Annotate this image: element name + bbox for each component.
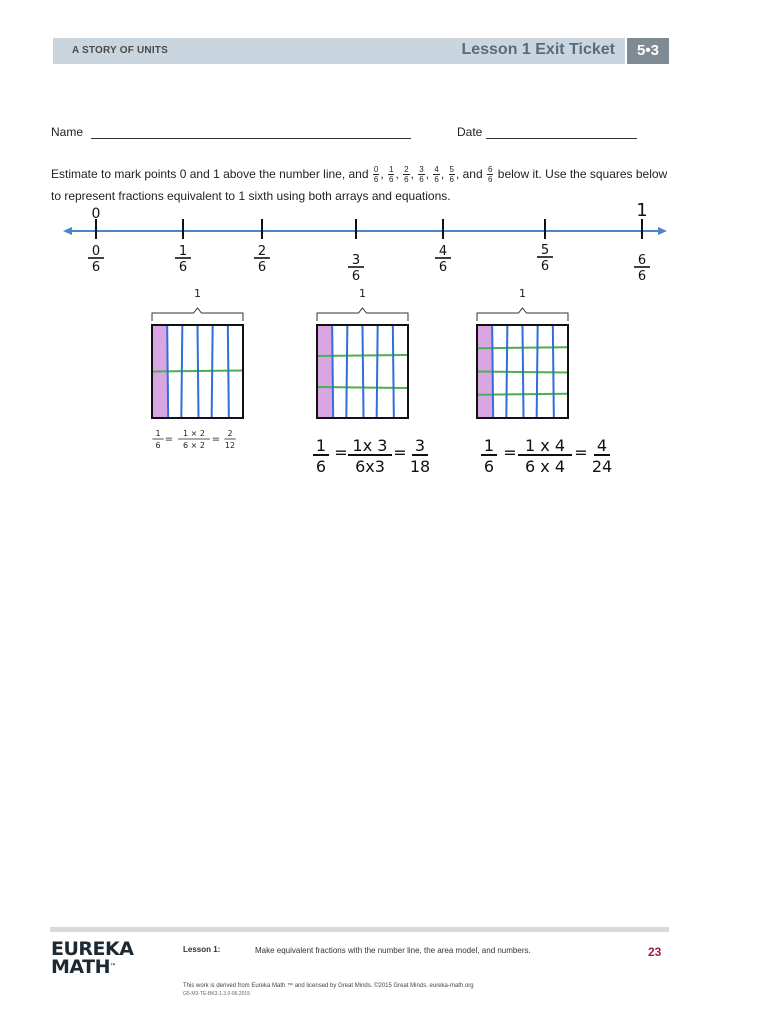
equals-sign: = bbox=[334, 443, 348, 462]
below-label-numerator: 5 bbox=[540, 243, 550, 258]
left-arrow-icon bbox=[63, 227, 72, 235]
below-label-numerator: 0 bbox=[91, 244, 101, 259]
name-field[interactable] bbox=[91, 138, 411, 139]
row-partition-line bbox=[318, 387, 407, 388]
shaded-sixth bbox=[152, 325, 167, 418]
instructions-part2: below it. Use the squares below to represent fractions equivalent to 1 sixth using both arrays and equations. bbox=[51, 167, 668, 203]
series-title: A STORY OF UNITS bbox=[72, 45, 168, 56]
column-partition-line bbox=[506, 326, 507, 417]
and-word: and bbox=[462, 167, 483, 181]
brace bbox=[317, 308, 408, 321]
column-partition-line bbox=[181, 326, 182, 417]
logo-line2: MATH bbox=[51, 956, 110, 978]
below-label-numerator: 2 bbox=[257, 244, 267, 259]
below-label-denominator: 6 bbox=[91, 260, 101, 275]
equation-numerator: 3 bbox=[414, 436, 426, 455]
equation-denominator: 6 x 4 bbox=[525, 457, 565, 476]
below-label-denominator: 6 bbox=[178, 260, 188, 275]
logo-line1: EUREKA bbox=[51, 938, 134, 960]
shaded-sixth bbox=[477, 325, 492, 418]
equation-numerator: 1x 3 bbox=[352, 436, 388, 455]
shaded-sixth bbox=[317, 325, 332, 418]
below-label-denominator: 6 bbox=[438, 260, 448, 275]
row-partition-line bbox=[478, 394, 567, 395]
grade-module-badge: 5•3 bbox=[627, 38, 669, 64]
equals-sign: = bbox=[574, 443, 588, 462]
footer-lesson-label: Lesson 1: bbox=[183, 945, 221, 954]
column-partition-line bbox=[228, 326, 229, 417]
equation-denominator: 6x3 bbox=[355, 457, 385, 476]
fraction-5-6: $\frac{5}{6}$ bbox=[449, 165, 454, 185]
fraction-6-6: $\frac{6}{6}$ bbox=[488, 165, 493, 185]
equation-denominator: 6 bbox=[315, 457, 327, 476]
brace-label: 1 bbox=[359, 287, 366, 300]
below-label-numerator: 1 bbox=[178, 244, 188, 259]
row-partition-line bbox=[478, 347, 567, 348]
column-partition-line bbox=[167, 326, 168, 417]
footer-code: G5-M3-TE-BK3-1.3.0-06.2015 bbox=[183, 991, 250, 997]
date-field[interactable] bbox=[486, 138, 637, 139]
equals-sign: = bbox=[164, 434, 174, 445]
area-model-square bbox=[152, 325, 243, 418]
row-partition-line bbox=[318, 355, 407, 356]
footer-description: Make equivalent fractions with the number line, the area model, and numbers. bbox=[255, 946, 531, 955]
brace bbox=[477, 308, 568, 321]
equation-numerator: 2 bbox=[227, 429, 233, 438]
equation-numerator: 1 bbox=[483, 436, 495, 455]
brace-label: 1 bbox=[194, 287, 201, 300]
eureka-math-logo bbox=[51, 940, 133, 976]
column-partition-line bbox=[553, 326, 554, 417]
right-arrow-icon bbox=[658, 227, 667, 235]
footer-credit: This work is derived from Eureka Math ™ and licensed by Great Minds. ©2015 Great Minds. eureka-math.org bbox=[183, 983, 474, 989]
equals-sign: = bbox=[503, 443, 517, 462]
above-label-1: 1 bbox=[636, 200, 648, 221]
below-label-numerator: 3 bbox=[351, 253, 361, 268]
equation-numerator: 1 bbox=[155, 429, 161, 438]
lesson-header bbox=[53, 38, 669, 64]
below-label-numerator: 4 bbox=[438, 244, 448, 259]
column-partition-line bbox=[377, 326, 378, 417]
area-model-square bbox=[477, 325, 568, 418]
fraction-2-6: $\frac{2}{6}$ bbox=[404, 165, 409, 185]
instructions: Estimate to mark points 0 and 1 above the number line, and $\frac{0}{6}$ , $\frac{1}{6}$ , $\frac{2}{6}$ , $\frac{3}{6}$ , $\frac{4}{6}$ , $\frac{5}{6}$ , and $\frac{6}{6}$ below it. Use the squares below to represent fractions equivalent to 1 sixth using both arrays and equations. bbox=[51, 165, 668, 203]
instructions-part1: Estimate to mark points 0 and 1 above the number line, and bbox=[51, 167, 369, 181]
fraction-3-6: $\frac{3}{6}$ bbox=[419, 165, 424, 185]
page-number: 23 bbox=[648, 945, 662, 959]
column-partition-line bbox=[363, 326, 364, 417]
fraction-0-6: $\frac{0}{6}$ bbox=[373, 165, 379, 185]
above-label-0: 0 bbox=[91, 206, 101, 222]
equation-numerator: 1 × 2 bbox=[183, 429, 205, 438]
equation-denominator: 6 bbox=[155, 441, 161, 450]
column-partition-line bbox=[492, 326, 493, 417]
lesson-title: Lesson 1 Exit Ticket bbox=[461, 41, 615, 58]
equation-denominator: 24 bbox=[591, 457, 613, 476]
date-label: Date bbox=[457, 125, 483, 139]
equation-denominator: 6 × 2 bbox=[183, 441, 205, 450]
name-label: Name bbox=[51, 125, 84, 139]
column-partition-line bbox=[523, 326, 524, 417]
equals-sign: = bbox=[211, 434, 221, 445]
below-label-denominator: 6 bbox=[257, 260, 267, 275]
brace bbox=[152, 308, 243, 321]
logo-tm: ™ bbox=[110, 963, 116, 970]
column-partition-line bbox=[332, 326, 333, 417]
equation-denominator: 12 bbox=[224, 441, 236, 450]
equation-denominator: 6 bbox=[483, 457, 495, 476]
equation-numerator: 4 bbox=[596, 436, 608, 455]
below-label-denominator: 6 bbox=[637, 269, 647, 284]
row-partition-line bbox=[153, 371, 242, 372]
area-model-square bbox=[317, 325, 408, 418]
column-partition-line bbox=[393, 326, 394, 417]
column-partition-line bbox=[198, 326, 199, 417]
equation-numerator: 1 x 4 bbox=[525, 436, 565, 455]
equation-numerator: 1 bbox=[315, 436, 327, 455]
fraction-4-6: $\frac{4}{6}$ bbox=[434, 165, 439, 185]
below-label-numerator: 6 bbox=[637, 253, 647, 268]
fraction-1-6: $\frac{1}{6}$ bbox=[389, 165, 394, 185]
equation-denominator: 18 bbox=[409, 457, 431, 476]
footer-rule bbox=[50, 927, 669, 932]
column-partition-line bbox=[212, 326, 213, 417]
column-partition-line bbox=[537, 326, 538, 417]
row-partition-line bbox=[478, 372, 567, 373]
below-label-denominator: 6 bbox=[540, 259, 550, 274]
brace-label: 1 bbox=[519, 287, 526, 300]
column-partition-line bbox=[346, 326, 347, 417]
below-label-denominator: 6 bbox=[351, 269, 361, 284]
equals-sign: = bbox=[393, 443, 407, 462]
